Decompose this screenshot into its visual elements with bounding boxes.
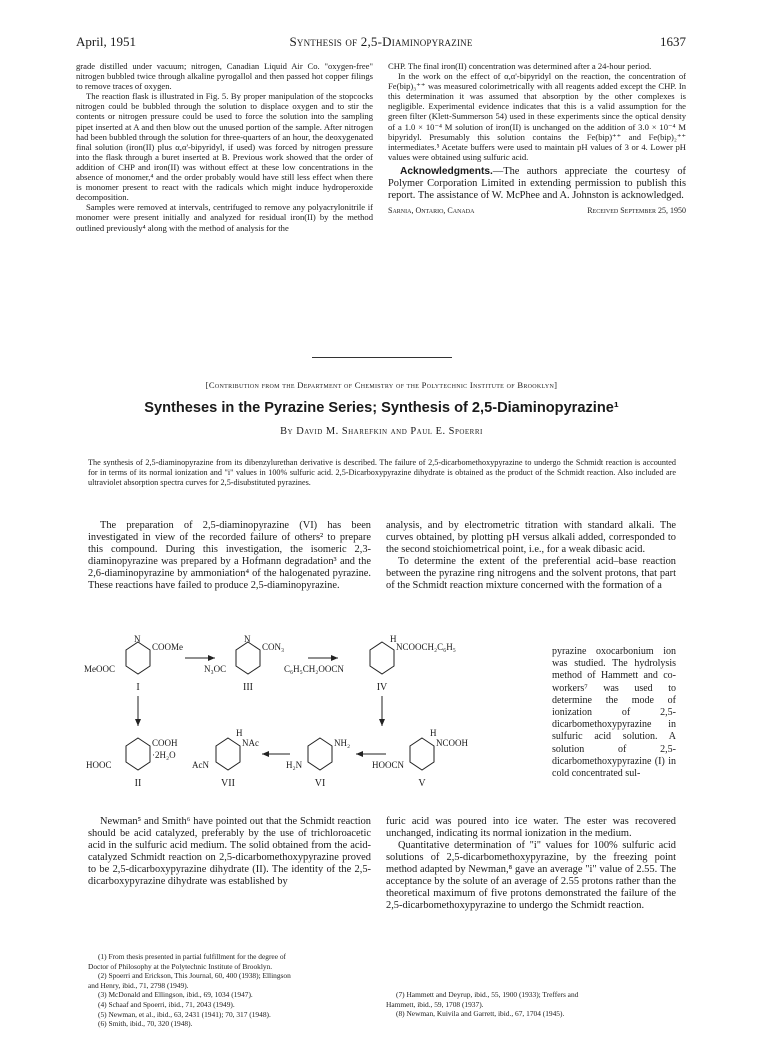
compound-numeral: I	[136, 682, 140, 693]
pyrazine-ring-IV	[370, 642, 394, 674]
pyrazine-ring-II	[126, 738, 150, 770]
signature-line	[388, 206, 686, 216]
pyrazine-ring-V	[410, 738, 434, 770]
paragraph: In the work on the effect of α,α'-bipyridyl on the reaction, the concentration of Fe(bip)₃⁺⁺ was measured colorimetrically with all reagents added except the CHP. In this determination it was assumed that absorption by the other complexes is negligible. Experimental evidence indicates that this is a valid assumption for the green filter (Klett-Summerson 54) used in these experiments since the optical density of a 1.0 × 10⁻⁴ M solution of iron(II) is unchanged on the addition of 3.0 × 10⁻⁴ M bipyridyl. Presumably this solution contains the Fe(bip)⁺⁺ and Fe(bip)₂⁺⁺ intermediates.⁵ Acetate buffers were used to maintain pH values of 3 or 4. Lower pH values were obtained using sulfuric acid.	[388, 71, 686, 162]
footnote-line: (8) Newman, Kuivila and Garrett, ibid., 67, 1704 (1945).	[396, 1009, 565, 1019]
footnote-line: (3) McDonald and Ellingson, ibid., 69, 1034 (1947).	[98, 990, 253, 1000]
paragraph: analysis, and by electrometric titration with standard alkali. The curves obtained, by plotting pH versus alkali added, corresponded to the second stoichiometrical point, i.e., for a weak dibasic acid.	[386, 520, 676, 555]
paragraph: grade distilled under vacuum; nitrogen, Canadian Liquid Air Co. "oxygen-free" nitrogen bubbled twice through alkaline pyrogallol and then passed hot copper filings to remove traces of oxygen.	[76, 61, 373, 92]
pyrazine-ring-III	[236, 642, 260, 674]
reaction-scheme	[80, 630, 550, 816]
acknowledgments	[388, 166, 686, 202]
paragraph: CHP. The final iron(II) concentration was determined after a 24-hour period.	[388, 61, 652, 71]
scheme-label: N	[244, 634, 251, 644]
compound-numeral: III	[243, 682, 253, 693]
scheme-label: H	[236, 728, 243, 738]
scheme-label: NAc	[242, 738, 259, 748]
footnote-line: (6) Smith, ibid., 70, 320 (1948).	[98, 1019, 193, 1029]
paragraph: pyrazine oxocarbonium ion was studied. The hydrolysis method of Hammett and co-workers⁷ was used to determine the mode of ionization of 2,5-dicarbomethoxypyrazine in sulfuric acid solution. A solution of 2,5-dicarbomethoxypyrazine (I) in cold concentrated sul-	[552, 646, 676, 780]
footnote-line: and Henry, ibid., 71, 2798 (1949).	[88, 980, 189, 990]
compound-numeral: II	[134, 778, 142, 789]
scheme-label: NCOOCH₂C₆H₅	[396, 642, 456, 652]
scheme-label: H	[390, 634, 397, 644]
header-page-number: 1637	[660, 34, 686, 49]
header-date: April, 1951	[76, 34, 136, 49]
footnote-line: Doctor of Philosophy at the Polytechnic Institute of Brooklyn.	[88, 961, 273, 971]
signature-received: Received September 25, 1950	[587, 205, 686, 215]
compound-numeral: VI	[314, 778, 326, 789]
header-title: Synthesis of 2,5-Diaminopyrazine	[289, 34, 473, 49]
scheme-label: NCOOH	[436, 738, 469, 748]
scheme-label: ·2H₂O	[152, 750, 176, 760]
paragraph: Samples were removed at intervals, centrifuged to remove any polyacrylonitrile if monomer were present initially and analyzed for residual iron(II) by the method outlined previously⁴ along with the method of analysis for the	[76, 202, 373, 233]
body-left-bottom	[88, 816, 371, 888]
article-title: Syntheses in the Pyrazine Series; Synthesis of 2,5-Diaminopyrazine¹	[144, 400, 619, 416]
scheme-label: N	[134, 634, 141, 644]
body-left-top	[88, 520, 371, 592]
scheme-label: CON₃	[262, 642, 285, 652]
paragraph: Quantitative determination of "i" values for 100% sulfuric acid solutions of 2,5-dicarbomethoxypyrazine, by the freezing point method adapted by Newman,⁸ gave an average "i" value of 2.55. The acceptance by the solute of an average of 2.55 protons rather than the theoretical maximum of five protons demonstrated the failure of the 2,5-dicarbomethoxypyrazine to undergo the Schmidt reaction.	[386, 840, 676, 911]
scheme-label: AcN	[192, 760, 209, 770]
acknowledgments-text: —The authors appreciate the courtesy of Polymer Corporation Limited in extending permission to publish this report. The assistance of W. McPhee and A. Johnston is acknowledged.	[388, 165, 686, 201]
footnote-line: (4) Schaaf and Spoerri, ibid., 71, 2043 (1949).	[98, 999, 235, 1009]
paragraph: The reaction flask is illustrated in Fig. 5. By proper manipulation of the stopcocks nitrogen could be bubbled through the solution to displace oxygen and to stir the contents or nitrogen pressure could be used to force the solution into the sampling pipet inserted at A and then blow out the unused portion of the sample. After nitrogen had been bubbled through the solution for three-quarters of an hour, the deoxygenated final solution (iron(II) plus α,α'-bipyridyl, if used) was forced by nitrogen pressure into the flask through a buret inserted at B. Previous work showed that the order of addition of CHP and iron(II) was without effect at these low concentrations in the absence of monomer,⁴ and the order probably would have still less effect when there is monomer present to react with the radicals which might induce hydroperoxide decomposition.	[76, 91, 373, 203]
body-right-top	[386, 520, 676, 592]
signature-place: Sarnia, Ontario, Canada	[388, 205, 475, 215]
scheme-label: NH₂	[334, 738, 351, 748]
paragraph: Newman⁵ and Smith⁶ have pointed out that the Schmidt reaction should be acid catalyzed, preferably by the use of trichloroacetic acid in the sulfuric acid medium. The solid obtained from the acid-catalyzed Schmidt reaction on 2,5-dicarbomethoxypyrazine proved to be 2,5-dicarboxypyrazine dihydrate (II). The identity of the 2,5-dicarboxypyrazine dihydrate was established by	[88, 816, 371, 887]
scheme-label: HOOC	[86, 760, 112, 770]
section-divider	[312, 357, 452, 358]
footnote-line: Hammett, ibid., 59, 1708 (1937).	[386, 999, 484, 1009]
article-authors: By David M. Sharefkin and Paul E. Spoerri	[280, 426, 483, 437]
footnote-line: (5) Newman, et al., ibid., 63, 2431 (1941); 70, 317 (1948).	[98, 1009, 271, 1019]
scheme-label: MeOOC	[84, 664, 115, 674]
body-right-bottom	[386, 816, 676, 912]
scheme-label: HOOCN	[372, 760, 405, 770]
footnote-line: (1) From thesis presented in partial fulfillment for the degree of	[98, 952, 286, 961]
pyrazine-ring-VI	[308, 738, 332, 770]
scheme-label: COOH	[152, 738, 178, 748]
footnote-line: (7) Hammett and Deyrup, ibid., 55, 1900 (1933); Treffers and	[396, 990, 579, 999]
footnote-line: (2) Spoerri and Erickson, This Journal, 60, 400 (1938); Ellingson	[98, 971, 291, 981]
paragraph: furic acid was poured into ice water. The ester was recovered unchanged, indicating its normal ionization in the medium.	[386, 816, 676, 839]
footnotes-right	[386, 990, 676, 1019]
scheme-label: H₂N	[286, 760, 303, 770]
top-left-column	[76, 61, 373, 233]
pyrazine-ring-I	[126, 642, 150, 674]
footnotes-left	[88, 952, 378, 1029]
top-right-column	[388, 61, 686, 216]
scheme-label: C₆H₅CH₂OOCN	[284, 664, 344, 674]
scheme-label: COOMe	[152, 642, 183, 652]
abstract: The synthesis of 2,5-diaminopyrazine from its dibenzylurethan derivative is described. The failure of 2,5-dicarbomethoxypyrazine to undergo the Schmidt reaction is accounted for in terms of its normal ionization and "i" values in 100% sulfuric acid. 2,5-Dicarboxypyrazine dihydrate is obtained as the product of the Schmidt reaction. Also included are ultraviolet absorption spectra curves for 2,5-disubstituted pyrazines.	[88, 458, 676, 487]
compound-numeral: IV	[376, 682, 388, 693]
acknowledgments-heading: Acknowledgments.	[400, 165, 493, 177]
pyrazine-ring-VII	[216, 738, 240, 770]
contribution-line: [Contribution from the Department of Chemistry of the Polytechnic Institute of Brooklyn]	[205, 380, 558, 390]
body-right-wrap	[552, 646, 676, 780]
scheme-label: N₃OC	[204, 664, 227, 674]
compound-numeral: V	[418, 778, 426, 789]
compound-numeral: VII	[221, 778, 235, 789]
paragraph: The preparation of 2,5-diaminopyrazine (VI) has been investigated in view of the recorded failure of others² to prepare this compound. During this investigation, the isomeric 2,3-diaminopyrazine was prepared by a Hofmann degradation³ and the 2,6-diaminopyrazine by ammoniation⁴ of the halogenated pyrazine. These reactions have failed to produce 2,5-diaminopyrazine.	[88, 520, 371, 591]
paragraph: To determine the extent of the preferential acid–base reaction between the pyrazine ring nitrogens and the solvent protons, that part of the Schmidt reaction mixture concerned with the formation of a	[386, 556, 676, 591]
scheme-label: H	[430, 728, 437, 738]
